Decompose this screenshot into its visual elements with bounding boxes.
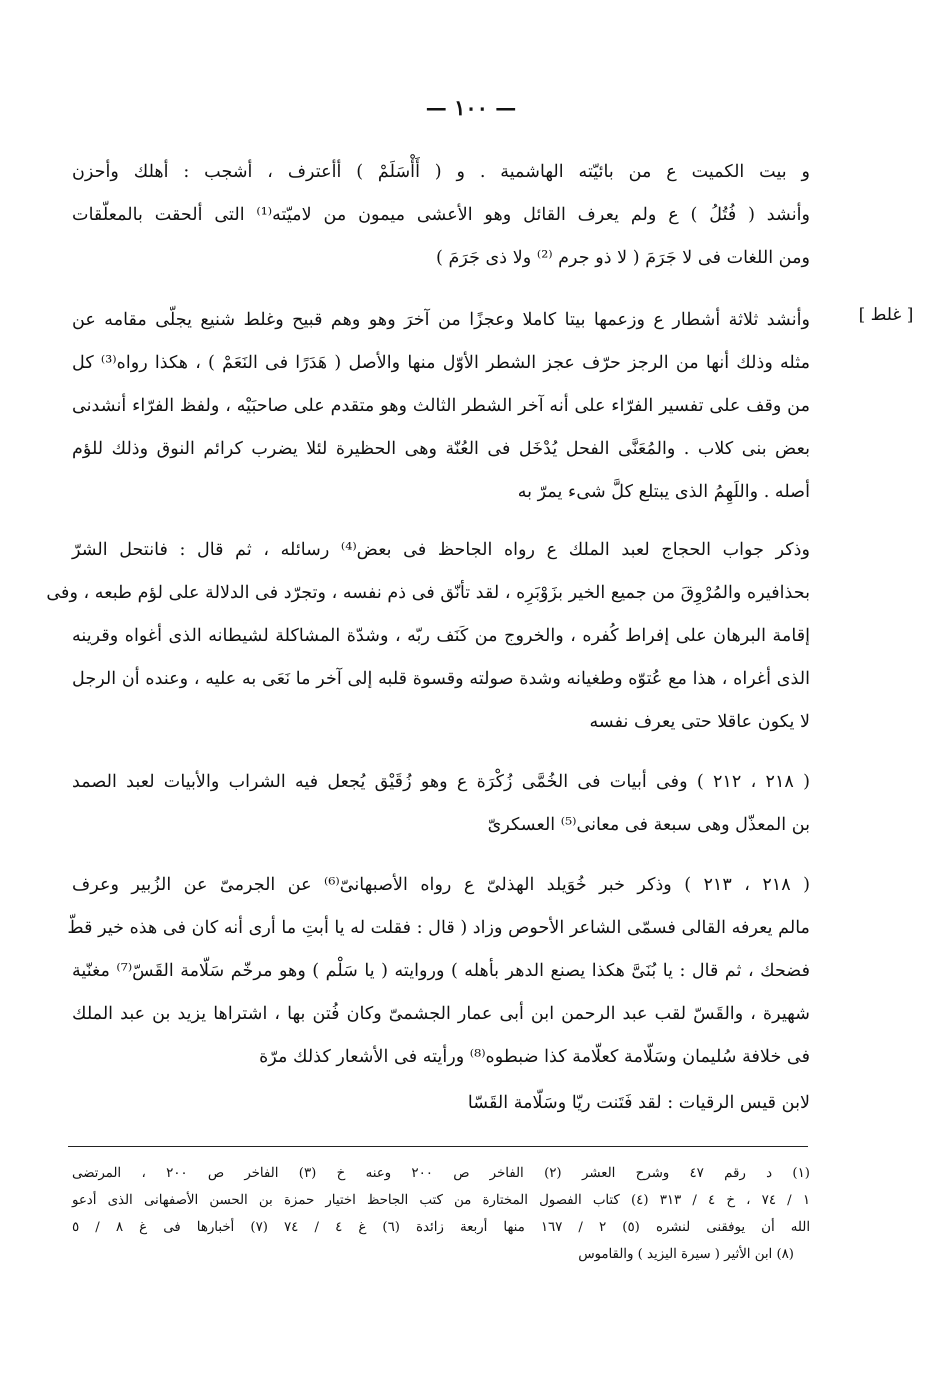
text-line: ومن اللغات فى لا جَرَمَ ( لا ذو جرم ⁽²⁾ ولا ذى جَرَمَ ) [436,248,810,268]
text-line: مالم يعرفه القالى فسمّى الشاعر الأحوص وزاد ( قال : فقلت له يا أبتِ ما أرى أنه كان فى هذه خير قطّ [67,918,810,938]
text-line: بحذافيره والمُرْوِقَ من جميع الخير بزَوْبَرِه ، لقد تأنّق فى ذم نفسه ، وتجرّد فى الدلالة على لؤم طبعه ، وفى [46,583,810,603]
text-line: فى خلافة سُليمان وسَلّامة كعلّامة كذا ضبطوه⁽⁸⁾ ورأيته فى الأشعار كذلك مرّة [259,1047,810,1067]
text-line: الذى أغراه ، هذا مع عُتوّه وطغيانه وشدة صولته وقسوة قلبه إلى آخر ما نَعَى به عليه ، وعنده أن الرجل [72,669,810,689]
text-line: وأنشد ( فُتُلُ ) ع ولم يعرف القائل وهو الأعشى ميمون من لاميّته⁽¹⁾ التى ألحقت بالمعلّقات [72,205,811,225]
text-line: بن المعذّل وهى سبعة فى معانى⁽⁵⁾ العسكرىّ [487,815,810,835]
footnote-line: (٨) ابن الأثير ( سيرة اليزيد ) والقاموس [578,1247,794,1262]
text-line: وأنشد ثلاثة أشطار ع وزعمها بيتا كاملا وعجزًا من آخرَ وهو وهم قبيح وغلط شنيع يجلّى مقامه عن [72,310,810,330]
text-line: بعض بنى كلاب . والمُعَنَّى الفحل يُدْخَل فى العُنّة وهى الحظيرة لئلا يضرب كرائم النوق وذلك للؤم [72,439,810,459]
verse-line: لابن قيس الرقيات : لقد فَتَنت ريّا وسَلّامة القَسّا [467,1093,810,1113]
text-line: مثله وذلك أنها من الرجز حرّف عجز الشطر الأوّل منها والأصل ( هَدَرًا فى النَعَمْ ) ، هكذا رواه⁽³⁾ كل [72,353,810,373]
text-line: ( ٢١٨ ، ٢١٣ ) وذكر خبر خُوَيلد الهذلىّ ع رواه الأصبهانىّ⁽⁶⁾ عن الجرمىّ عن الزُبير وعرف [72,875,810,895]
text-line: شهيرة ، والقَسّ لقب عبد الرحمن ابن أبى عمار الجشمىّ وكان فُتن بها ، اشتراها يزيد بن عبد الملك [72,1004,810,1024]
footnote-line: ١ / ٧٤ ، خ ٤ / ٣١٣ (٤) كتاب الفصول المختارة من كتب الجاحظ اختيار حمزة بن الحسن الأصفهانى الذى أدعو [72,1193,811,1208]
text-line: وذكر جواب الحجاج لعبد الملك ع رواه الجاحظ فى بعض⁽⁴⁾ رسائله ، ثم قال : فانتحل الشرّ [72,540,811,560]
text-line: إقامة البرهان على إفراط كُفره ، والخروج من كَنَف ربّه ، وشدّة المشاكلة لشيطانه الذى أغواه وقرينه [72,626,810,646]
text-line: ( ٢١٨ ، ٢١٢ ) وفى أبيات فى الخُمَّى زُكْرَة ع وهو زُقَيْق يُجعل فيه الشراب والأبيات لعبد الصمد [72,772,810,792]
text-line: أصله . واللَهِمُ الذى يبتلع كلَّ شىء يمرّ به [517,482,810,502]
footnote-line: الله أن يوفقنى لنشره (٥) ٢ / ١٦٧ منها أربعة زائدة (٦) غ ٤ / ٧٤ (٧) أخبارها فى غ ٨ / ٥ [72,1220,811,1235]
text-line: فضحك ، ثم قال : يا بُنَىَّ هكذا يصنع الدهر بأهله ) وروايته ( يا سَلْم ) وهو مرخّم سَلّامة القَسّ⁽⁷⁾ مغنّية [72,961,810,981]
footnote-divider [68,1146,808,1147]
text-line: من وقف على تفسير الفرّاء على أنه آخر الشطر الثالث وهو متقدم على صاحبَيْه ، ولفظ الفرّاء أنشدنى [72,396,810,416]
page-number: — ١٠٠ — [425,95,517,120]
text-line: و بيت الكميت ع من بائيّته الهاشمية . و ( أَأْسَلَمْ ) أأعترف ، أشجب : أهلك وأحزن [72,162,810,182]
margin-note-error: [ غلط ] [858,305,914,325]
footnote-line: (١) د رقم ٤٧ وشرح العشر (٢) الفاخر ص ٢٠٠ وعنه خ (٣) الفاخر ص ٢٠٠ ، المرتضى [72,1166,810,1181]
text-line: لا يكون عاقلا حتى يعرف نفسه [589,712,810,732]
